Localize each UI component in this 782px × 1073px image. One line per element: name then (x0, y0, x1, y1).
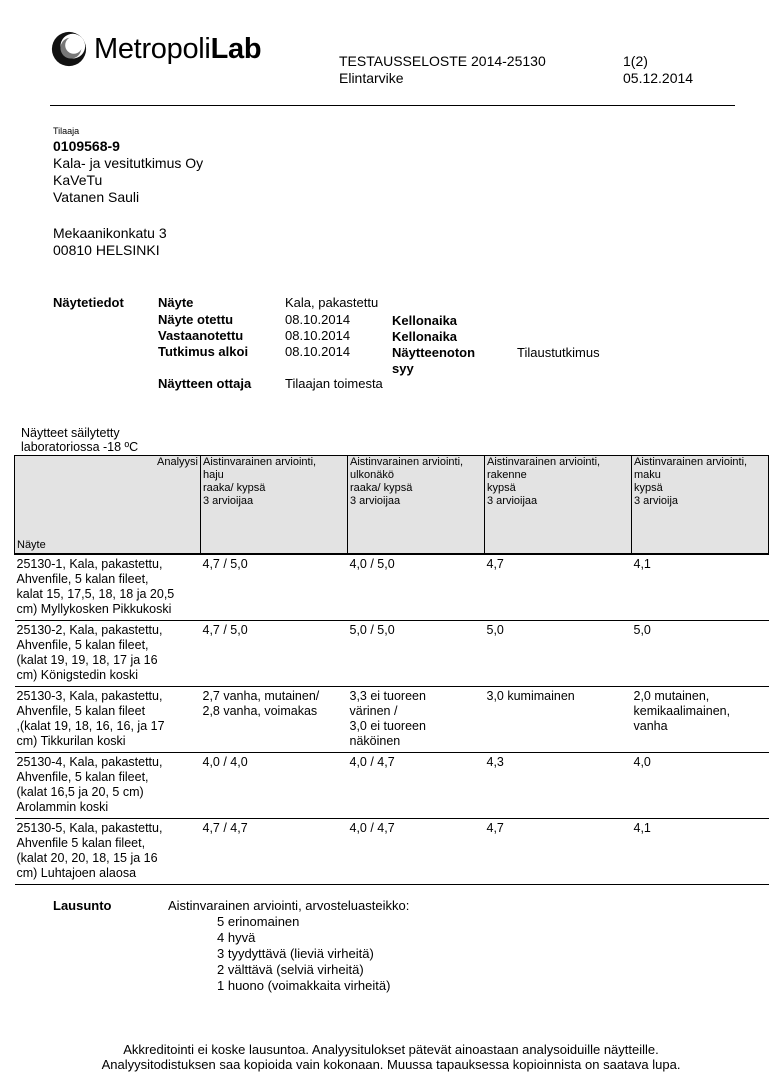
sample-line: cm) Tikkurilan koski (16, 734, 126, 748)
received-value: 08.10.2014 (285, 328, 351, 343)
smell-cell (201, 621, 348, 687)
column-header-line: maku (634, 469, 661, 481)
column-header-taste (632, 456, 769, 555)
customer-contact: Vatanen Sauli (53, 189, 140, 205)
smell-cell (201, 753, 348, 819)
scale-list (217, 914, 390, 994)
column-header-line: Aistinvarainen arviointi, (487, 456, 601, 468)
column-header-line: kypsä (487, 482, 516, 494)
value-line: 4,7 / 4,7 (202, 821, 248, 835)
storage-note-line-2: laboratoriossa -18 ºC (21, 440, 139, 454)
storage-note (21, 426, 138, 454)
value-line: 4,7 / 5,0 (202, 623, 248, 637)
texture-cell (485, 687, 632, 753)
table-row (15, 554, 769, 621)
value-line: kemikaalimainen, (633, 704, 731, 718)
column-header-texture (485, 456, 632, 555)
value-line: 4,0 / 4,0 (202, 755, 248, 769)
column-header-line: Aistinvarainen arviointi, (634, 456, 748, 468)
value-line: 4,3 (486, 755, 504, 769)
taste-cell (632, 753, 769, 819)
customer-id: 0109568-9 (53, 138, 120, 154)
appearance-cell (348, 554, 485, 621)
column-header-line: Aistinvarainen arviointi, (350, 456, 464, 468)
sample-line: cm) Königstedin koski (16, 668, 139, 682)
received-label: Vastaanotettu (158, 328, 244, 343)
sample-line: cm) Luhtajoen alaosa (16, 866, 137, 880)
value-line: 4,1 (633, 821, 651, 835)
texture-cell (485, 621, 632, 687)
value-line: 3,0 ei tuoreen (349, 719, 426, 733)
column-header-line: 3 arvioijaa (487, 495, 538, 507)
value-line: 4,7 (486, 557, 504, 571)
value-line: 2,0 mutainen, (633, 689, 710, 703)
column-header-line: Aistinvarainen arviointi, (203, 456, 317, 468)
value-line: 4,0 / 4,7 (349, 755, 395, 769)
taste-cell (632, 621, 769, 687)
sample-line: 25130-2, Kala, pakastettu, (16, 623, 163, 637)
texture-cell (485, 554, 632, 621)
value-line: 2,7 vanha, mutainen/ (202, 689, 320, 703)
column-header-line: raaka/ kypsä (203, 482, 266, 494)
customer-short-name: KaVeTu (53, 172, 103, 188)
column-header-line: raaka/ kypsä (350, 482, 413, 494)
metropolilab-logo-icon (50, 30, 88, 68)
column-header-line: 3 arvioijaa (203, 495, 254, 507)
value-line: 2,8 vanha, voimakas (202, 704, 318, 718)
sample-line: Ahvenfile 5 kalan fileet, (16, 836, 146, 850)
value-line: 4,0 / 5,0 (349, 557, 395, 571)
taken-value: 08.10.2014 (285, 312, 351, 327)
appearance-cell (348, 621, 485, 687)
customer-city: 00810 HELSINKI (53, 242, 160, 258)
appearance-cell (348, 819, 485, 885)
table-row (15, 687, 769, 753)
scale-item: 1 huono (voimakkaita virheitä) (217, 978, 391, 993)
texture-cell (485, 819, 632, 885)
sample-line: Ahvenfile, 5 kalan fileet, (16, 770, 149, 784)
footer-note-1: Akkreditointi ei koske lausuntoa. Analyysitulokset pätevät ainoastaan analysoiduille näytteille. (123, 1042, 659, 1057)
value-line: värinen / (349, 704, 398, 718)
sample-line: 25130-3, Kala, pakastettu, (16, 689, 163, 703)
smell-cell (201, 687, 348, 753)
logo-wordmark: MetropoliLab (94, 33, 262, 65)
taken-label: Näyte otettu (158, 312, 234, 327)
sample-line: (kalat 19, 19, 18, 17 ja 16 (16, 653, 158, 667)
received-time-label: Kellonaika (392, 329, 458, 344)
sample-value: Kala, pakastettu (285, 295, 379, 310)
analysis-header: Analyysi (157, 456, 198, 468)
column-header-line: kypsä (634, 482, 663, 494)
results-table-header (15, 456, 769, 555)
reason-label-2: syy (392, 361, 414, 376)
table-row (15, 819, 769, 885)
sample-line: kalat 15, 17,5, 18, 18 ja 20,5 (16, 587, 175, 601)
value-line: 5,0 (633, 623, 651, 637)
footer-note-2: Analyysitodistuksen saa kopioida vain kokonaan. Muussa tapauksessa kopioinnista on saatava lupa. (101, 1057, 681, 1072)
report-date: 05.12.2014 (623, 70, 694, 86)
value-line: vanha (633, 719, 668, 733)
statement-label: Lausunto (53, 898, 112, 913)
report-category: Elintarvike (339, 70, 404, 86)
scale-item: 3 tyydyttävä (lieviä virheitä) (217, 946, 374, 961)
column-header-line: 3 arvioijaa (350, 495, 401, 507)
sample-line: 25130-5, Kala, pakastettu, (16, 821, 163, 835)
value-line: 3,0 kumimainen (486, 689, 575, 703)
value-line: 4,0 / 4,7 (349, 821, 395, 835)
column-header-line: rakenne (487, 469, 527, 481)
smell-cell (201, 819, 348, 885)
taste-cell (632, 554, 769, 621)
sample-line: Ahvenfile, 5 kalan fileet (16, 704, 146, 718)
table-row (15, 621, 769, 687)
value-line: näköinen (349, 734, 401, 748)
table-row (15, 753, 769, 819)
taste-cell (632, 819, 769, 885)
sample-line: cm) Myllykosken Pikkukoski (16, 602, 172, 616)
header-divider (50, 105, 735, 106)
statement-intro: Aistinvarainen arviointi, arvosteluasteikko: (168, 898, 410, 913)
sample-line: Ahvenfile, 5 kalan fileet, (16, 572, 149, 586)
value-line: 3,3 ei tuoreen (349, 689, 426, 703)
smell-cell (201, 554, 348, 621)
column-header-appearance (348, 456, 485, 555)
customer-name: Kala- ja vesitutkimus Oy (53, 155, 204, 171)
company-logo (50, 30, 261, 68)
results-table (14, 455, 769, 885)
sample-line: 25130-4, Kala, pakastettu, (16, 755, 163, 769)
appearance-cell (348, 753, 485, 819)
scale-item: 2 välttävä (selviä virheitä) (217, 962, 364, 977)
taste-cell (632, 687, 769, 753)
storage-note-line-1: Näytteet säilytetty (21, 426, 120, 440)
sample-cell (15, 621, 201, 687)
taken-time-label: Kellonaika (392, 313, 458, 328)
customer-street: Mekaanikonkatu 3 (53, 225, 167, 241)
sample-line: ,(kalat 19, 18, 16, 16, ja 17 (16, 719, 165, 733)
corner-header-cell (15, 456, 201, 555)
column-header-line: 3 arvioija (634, 495, 679, 507)
sample-info-heading: Näytetiedot (53, 295, 124, 310)
sample-cell (15, 753, 201, 819)
sample-line: Arolammin koski (16, 800, 109, 814)
sample-header: Näyte (17, 539, 46, 551)
sample-line: (kalat 20, 20, 18, 15 ja 16 (16, 851, 158, 865)
value-line: 5,0 / 5,0 (349, 623, 395, 637)
sample-line: (kalat 16,5 ja 20, 5 cm) (16, 785, 144, 799)
sample-cell (15, 554, 201, 621)
sample-line: 25130-1, Kala, pakastettu, (16, 557, 163, 571)
texture-cell (485, 753, 632, 819)
value-line: 4,7 / 5,0 (202, 557, 248, 571)
taker-value: Tilaajan toimesta (285, 376, 383, 391)
value-line: 4,1 (633, 557, 651, 571)
column-header-smell (201, 456, 348, 555)
sample-cell (15, 687, 201, 753)
appearance-cell (348, 687, 485, 753)
reason-value: Tilaustutkimus (517, 345, 600, 360)
reason-label-1: Näytteenoton (392, 345, 476, 360)
value-line: 5,0 (486, 623, 504, 637)
customer-label: Tilaaja (53, 126, 80, 136)
sample-line: Ahvenfile, 5 kalan fileet, (16, 638, 149, 652)
report-title: TESTAUSSELOSTE 2014-25130 (339, 53, 546, 69)
taker-label: Näytteen ottaja (158, 376, 252, 391)
sample-cell (15, 819, 201, 885)
column-header-line: ulkonäkö (350, 469, 395, 481)
value-line: 4,0 (633, 755, 651, 769)
column-header-line: haju (203, 469, 224, 481)
value-line: 4,7 (486, 821, 504, 835)
started-label: Tutkimus alkoi (158, 344, 249, 359)
page-number: 1(2) (623, 53, 648, 69)
sample-label: Näyte (158, 295, 194, 310)
scale-item: 5 erinomainen (217, 914, 300, 929)
scale-item: 4 hyvä (217, 930, 256, 945)
started-value: 08.10.2014 (285, 344, 351, 359)
